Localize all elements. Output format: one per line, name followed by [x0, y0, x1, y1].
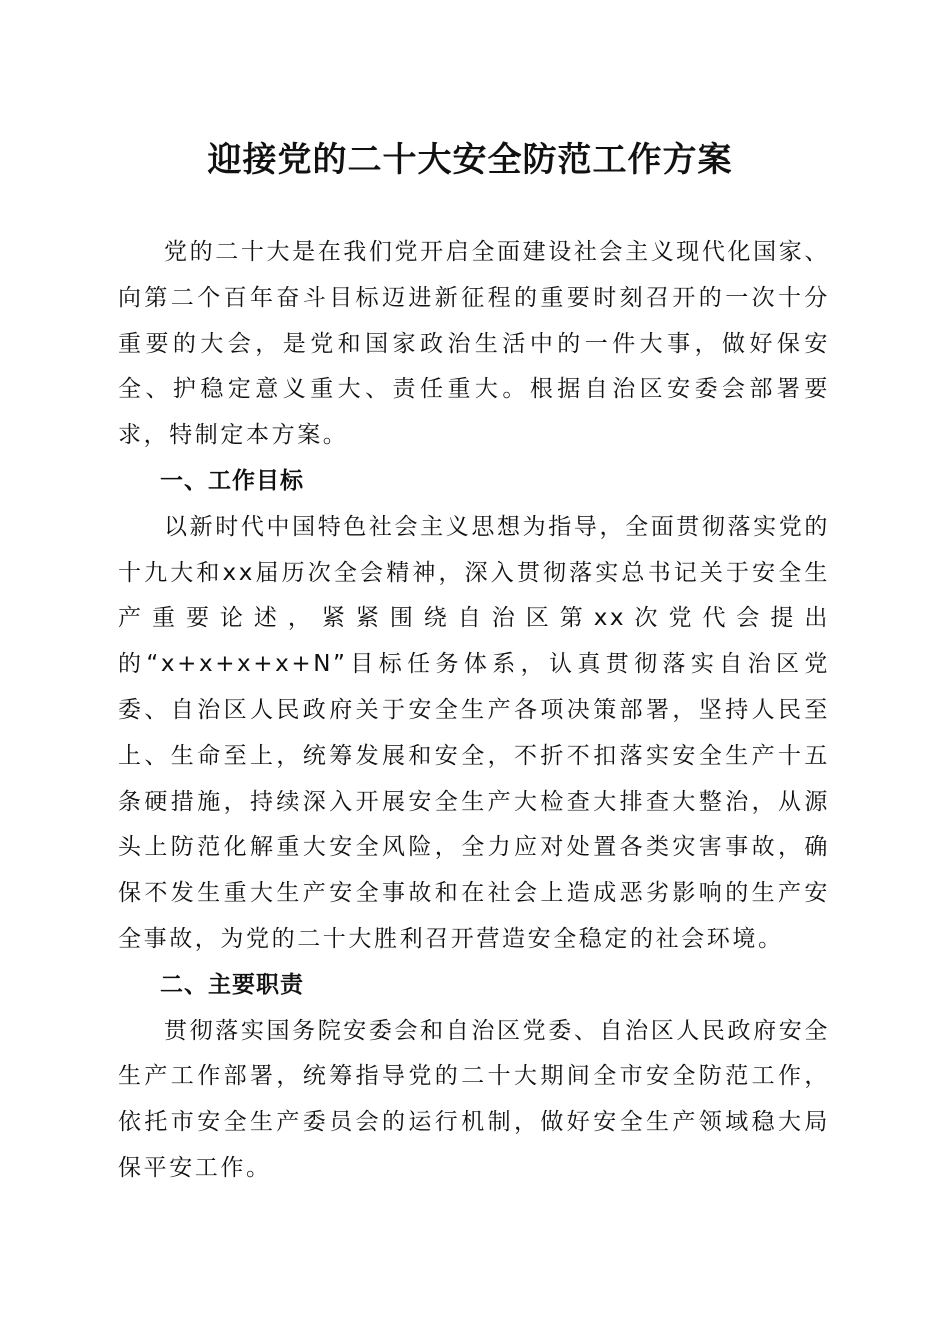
- section-heading-goals: 一、工作目标: [160, 467, 304, 494]
- section-paragraph-goals: 以新时代中国特色社会主义思想为指导，全面贯彻落实党的十九大和xx届历次全会精神，深入贯彻落实总书记关于安全生产重要论述，紧紧围绕自治区第xx次党代会提出的“x+x+x+x+N”目标任务体系，认真贯彻落实自治区党委、自治区人民政府关于安全生产各项决策部署，坚持人民至上、生命至上，统筹发展和安全，不折不扣落实安全生产十五条硬措施，持续深入开展安全生产大检查大排查大整治，从源头上防范化解重大安全风险，全力应对处置各类灾害事故，确保不发生重大生产安全事故和在社会上造成恶劣影响的生产安全事故，为党的二十大胜利召开营造安全稳定的社会环境。: [118, 513, 830, 952]
- document-title: 迎接党的二十大安全防范工作方案: [207, 140, 733, 180]
- document-body: [118, 230, 830, 1192]
- intro-paragraph: 党的二十大是在我们党开启全面建设社会主义现代化国家、向第二个百年奋斗目标迈进新征程的重要时刻召开的一次十分重要的大会，是党和国家政治生活中的一件大事，做好保安全、护稳定意义重大、责任重大。根据自治区安委会部署要求，特制定本方案。: [118, 239, 830, 449]
- section-heading-duties: 二、主要职责: [160, 971, 304, 998]
- section-paragraph-duties: 贯彻落实国务院安委会和自治区党委、自治区人民政府安全生产工作部署，统筹指导党的二十大期间全市安全防范工作，依托市安全生产委员会的运行机制，做好安全生产领域稳大局保平安工作。: [118, 1017, 830, 1181]
